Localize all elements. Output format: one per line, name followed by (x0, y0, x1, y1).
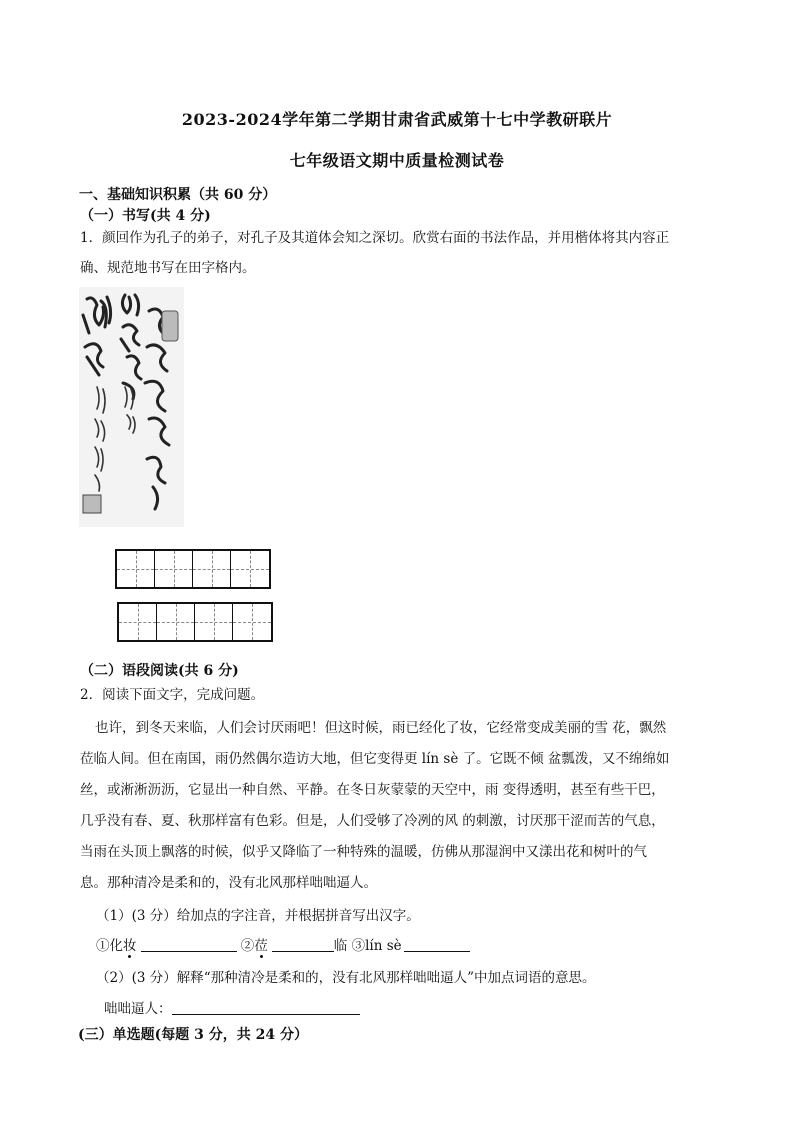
sub-question-2-label: 咄咄逼人： (104, 1001, 172, 1017)
part1-heading: （一）书写(共 4 分) (80, 208, 211, 224)
reading-passage (80, 713, 720, 899)
tianzige-cell[interactable] (155, 551, 193, 587)
exam-title-line2: 七年级语文期中质量检测试卷 (289, 151, 505, 170)
answer-blank-2[interactable] (172, 1000, 360, 1015)
item-c-number: ③ (351, 938, 366, 954)
passage-line: 也许，到冬天来临，人们会讨厌雨吧！但这时候，雨已经化了妆，它经常变成美丽的雪 花，飘然 (95, 720, 667, 736)
item-a-word: 化妆 (109, 938, 137, 954)
tianzige-cell[interactable] (117, 551, 155, 587)
calligraphy-image (79, 287, 184, 527)
answer-blank-a[interactable] (141, 937, 237, 952)
answer-blank-b[interactable] (272, 937, 334, 952)
part3-heading: (三）单选题(每题 3 分，共 24 分） (78, 1027, 308, 1043)
tianzige-cell[interactable] (233, 604, 271, 640)
q2-intro: 2．阅读下面文字，完成问题。 (80, 687, 265, 703)
q1-text-line2: 确、规范地书写在田字格内。 (80, 260, 256, 276)
sub-question-1: （1）(3 分）给加点的字注音，并根据拼音写出汉字。 (96, 908, 420, 924)
sub-question-1-items (96, 934, 470, 954)
item-a-number: ① (96, 938, 110, 954)
tianzige-grid-row2[interactable] (117, 602, 273, 642)
passage-line: 当雨在头顶上飘落的时候，似乎又降临了一种特殊的温暖，仿佛从那湿润中又漾出花和树叶的气 (80, 844, 647, 860)
answer-blank-c[interactable] (404, 937, 470, 952)
calligraphy-scroll (79, 287, 184, 527)
passage-line: 丝，或淅淅沥沥，它显出一种自然、平静。在冬日灰蒙蒙的天空中，雨 变得透明，甚至有些干巴， (80, 782, 665, 798)
tianzige-cell[interactable] (195, 604, 233, 640)
sub-question-2: （2）(3 分）解释“那种清冷是柔和的，没有北风那样咄咄逼人”中加点词语的意思。 (96, 970, 596, 986)
sub-question-2-answer (104, 997, 360, 1017)
tianzige-cell[interactable] (119, 604, 157, 640)
passage-line: 几乎没有春、夏、秋那样富有色彩。但是，人们受够了冷冽的风 的刺激，讨厌那干涩而苦的气息， (80, 813, 665, 829)
item-c-pinyin: lín sè (365, 938, 402, 954)
tianzige-cell[interactable] (193, 551, 231, 587)
exam-title-line1: 2023-2024学年第二学期甘肃省武威第十七中学教研联片 (181, 110, 613, 129)
part2-heading: （二）语段阅读(共 6 分) (80, 663, 239, 679)
section-heading: 一、基础知识积累（共 60 分） (79, 187, 277, 203)
item-b-dotted: 莅 (254, 938, 268, 954)
tianzige-cell[interactable] (157, 604, 195, 640)
item-b-number: ② (240, 938, 255, 954)
passage-line: 息。那种清冷是柔和的，没有北风那样咄咄逼人。 (80, 875, 377, 891)
tianzige-cell[interactable] (231, 551, 269, 587)
tianzige-grid-row1[interactable] (115, 549, 271, 589)
q1-text-line1: 1．颜回作为孔子的弟子，对孔子及其道体会知之深切。欣赏右面的书法作品，并用楷体将其内容正 (80, 230, 670, 246)
passage-line: 莅临人间。但在南国，雨仍然偶尔造访大地，但它变得更 lín sè 了。它既不倾 盆瓢泼，又不绵绵如 (80, 751, 670, 767)
item-b-tail: 临 (333, 938, 348, 954)
